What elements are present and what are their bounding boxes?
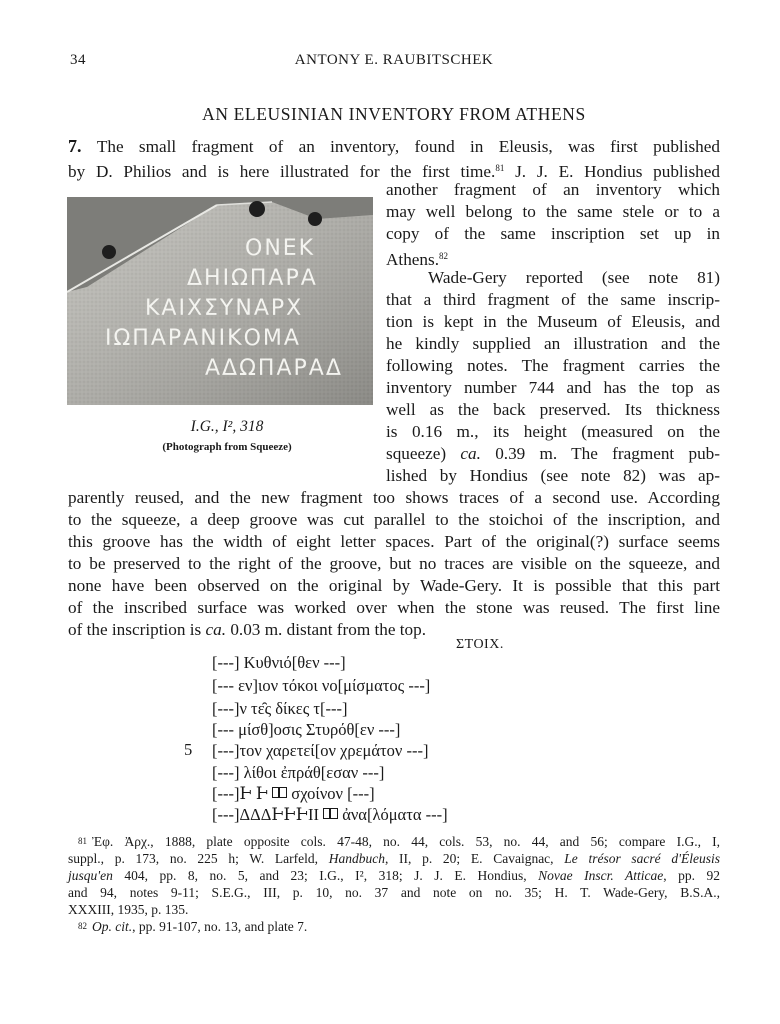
body-line: copy of the same inscription set up in <box>386 224 720 243</box>
squeeze-photograph <box>67 197 373 405</box>
body-line: that a third fragment of the same inscrip- <box>386 290 720 309</box>
body-line: none have been observed on the original by Wade-Gery. It is possible that this part <box>68 576 720 595</box>
inscription-text-line: [---]τον χαρετεί[ον χρεμάτον ---] <box>212 741 429 760</box>
footnote-line: suppl., p. 173, no. 225 h; W. Larfeld, Handbuch, II, p. 20; E. Cavaignac, Le trésor sacré d'Éleusis <box>68 851 720 866</box>
inscription-line: ΚΑΙΧΣΥΝΑΡΧ <box>145 296 304 321</box>
inscription-text-line: [---]ΔΔΔͰͰͰΙΙ ἀνα[λόματα ---] <box>212 805 448 824</box>
inscription-text-line: [--- εν]ιον τόκοι νο[μίσματος ---] <box>212 676 431 695</box>
running-head <box>70 52 718 74</box>
body-line: Wade-Gery reported (see note 81) <box>428 268 720 287</box>
inscription-line: ΟΝΕΚ <box>245 236 316 261</box>
stoichedon-label: ΣΤΟΙΧ. <box>456 637 504 652</box>
body-line: he kindly supplied an illustration and the <box>386 334 720 353</box>
body-line: tion is kept in the Museum of Eleusis, and <box>386 312 720 331</box>
inscription-line: ΑΔΩΠΑΡΑΔ <box>205 356 343 381</box>
inscription-text-line: [---]ν τε̑ς δίκες τ[---] <box>212 699 348 718</box>
body-line: parently reused, and the new fragment too shows traces of a second use. According <box>68 488 720 507</box>
inscription-text-line: [---] Κυθνιό[θεν ---] <box>212 653 346 672</box>
body-line: of the inscribed surface was worked over when the stone was reused. The first line <box>68 598 720 617</box>
body-line: may well belong to the same stele or to a <box>386 202 720 221</box>
line-number: 5 <box>184 740 193 759</box>
body-line: inventory number 744 and has the top as <box>386 378 720 397</box>
inscription-line: ΙΩΠΑΡΑΝΙΚΟΜΑ <box>105 326 301 351</box>
author-header: ANTONY E. RAUBITSCHEK <box>294 52 494 68</box>
body-line: lished by Hondius (see note 82) was ap- <box>386 466 720 485</box>
inscription-text-line: [---] λίθοι ἐπράθ[εσαν ---] <box>212 763 385 782</box>
inscription-text-line: [---]Ͱ Ͱ σχοίνον [---] <box>212 784 375 803</box>
section-number: 7. <box>68 136 82 156</box>
figure-caption: I.G., I², 318 <box>190 418 264 435</box>
body-line: of the inscription is ca. 0.03 m. distant from the top. <box>68 620 427 639</box>
body-line: 7. The small fragment of an inventory, found in Eleusis, was first published <box>68 136 720 156</box>
footnote-ref[interactable]: 82 <box>439 251 448 261</box>
body-line: another fragment of an inventory which <box>386 180 720 199</box>
inscription-text-line: [--- μίσθ]οσις Στυρόθ[εν ---] <box>212 720 401 739</box>
numeral-symbol-icon <box>272 787 287 798</box>
body-line: this groove has the width of eight letter spaces. Part of the original(?) surface seems <box>68 532 720 551</box>
page-number: 34 <box>70 52 86 68</box>
footnote-81: 81 Ἐφ. Ἀρχ., 1888, plate opposite cols. 47-48, no. 44, cols. 53, no. 44, and 56; compare I.G., I, <box>78 834 720 849</box>
footnote-line: and 94, notes 9-11; S.E.G., III, p. 10, no. 37 and note on no. 35; H. T. Wade-Gery, B.S.A., <box>68 885 720 900</box>
inscription-line: ΔΗΙΩΠΑΡΑ <box>187 266 318 291</box>
body-line: is 0.16 m., its height (measured on the <box>386 422 720 441</box>
body-line: well as the back preserved. Its thickness <box>386 400 720 419</box>
body-line: by D. Philios and is here illustrated for the first time.$^{81}$ J. J. E. Hondius published <box>68 162 720 181</box>
body-line: to be preserved to the right of the groove, but no traces are visible on the squeeze, and <box>68 554 720 573</box>
body-line: Athens.$^{82}$ <box>386 250 448 269</box>
article-title: AN ELEUSINIAN INVENTORY FROM ATHENS <box>202 104 586 124</box>
body-line: squeeze) ca. 0.39 m. The fragment pub- <box>386 444 720 463</box>
footnote-ref[interactable]: 81 <box>495 163 505 173</box>
numeral-symbol-icon <box>323 808 338 819</box>
body-line: to the squeeze, a deep groove was cut parallel to the stoichoi of the inscription, and <box>68 510 720 529</box>
figure-subcaption: (Photograph from Squeeze) <box>162 441 292 453</box>
body-line: following notes. The fragment carries the <box>386 356 720 375</box>
footnote-line: XXXIII, 1935, p. 135. <box>68 902 189 917</box>
footnote-line: jusqu'en 404, pp. 8, no. 5, and 23; I.G., I², 318; J. J. E. Hondius, Novae Inscr. Atticae, pp. 92 <box>68 868 720 883</box>
squeeze-image <box>67 197 373 405</box>
footnote-82: 82 Op. cit., pp. 91-107, no. 13, and plate 7. <box>78 919 308 934</box>
